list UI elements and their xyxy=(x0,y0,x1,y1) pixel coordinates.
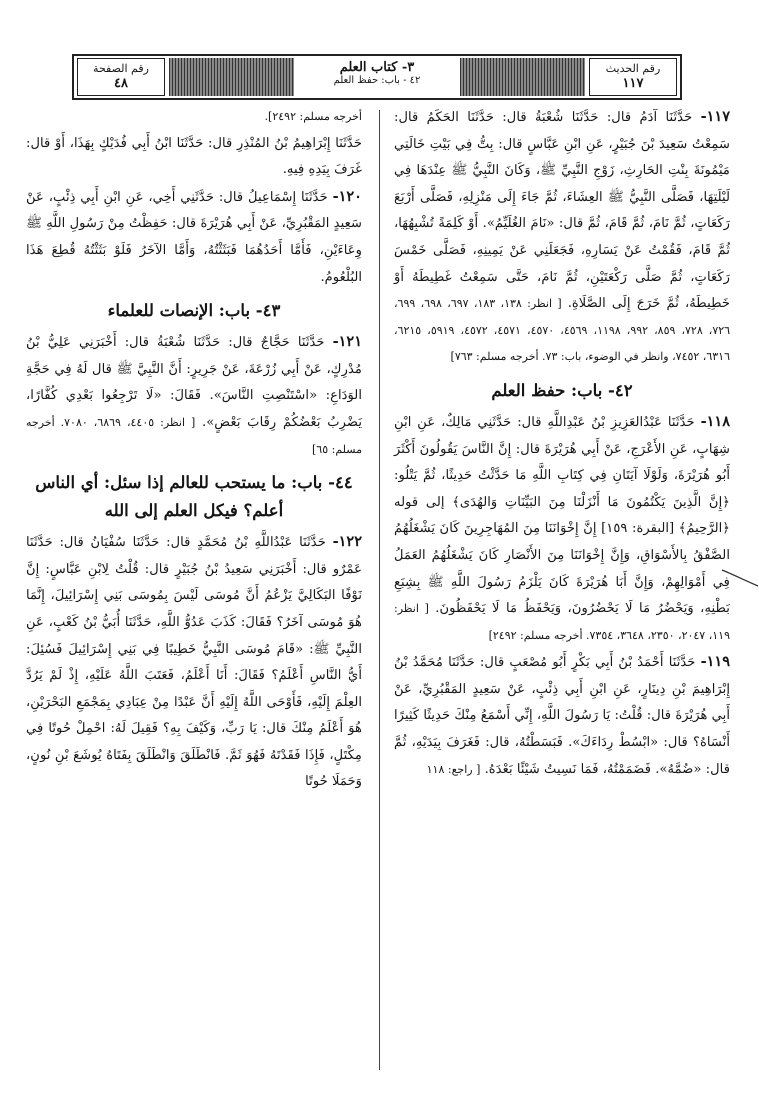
cross-reference: [ انظر: ١٣٨، ١٨٣، ٦٩٧، ٦٩٨، ٦٩٩، ٧٢٦، ٧٢٨، ٨٥٩، ٩٩٢، ١١٩٨، ٤٥٦٩، ٤٥٧٠، ٤٥٧١، ٤٥٧٢، ٥٩١٩، ٦٢١٥، ٦٣١٦، ٧٤٥٢، وانظر في الوضوء، باب: ٧٣. أخرجه مسلم: ٧٦٣] xyxy=(394,297,731,364)
hadith-text: حَدَّثَنَا إِبْرَاهِيمُ بْنُ المُنْذِرِ قال: حَدَّثَنَا ابْنُ أَبِي فُدَيْكٍ بِهَذَا، أَوْ قال: غَرَفَ بِيَدِهِ فِيهِ. xyxy=(26,135,362,178)
page-number: ٤٨ xyxy=(114,76,128,91)
header-titles xyxy=(298,60,456,86)
hadith-number: ١١٨- xyxy=(700,412,730,430)
right-text-column xyxy=(394,104,730,783)
hadith-paragraph xyxy=(26,329,362,463)
header-decor-left xyxy=(169,58,294,96)
hadith-number: ١٢٢- xyxy=(332,533,362,551)
hadith-text: حَدَّثَنَا حَجَّاجٌ قال: حَدَّثَنَا شُعْبَةُ قال: أَخْبَرَنِي عَلِيُّ بْنُ مُدْرِكٍ، عَنْ أَبِي زُرْعَةَ، عَنْ جَرِيرٍ: أَنَّ النَّبِيَّ ﷺ قال لَهُ فِي حَجَّةِ الوَدَاعِ: «اسْتَنْصِتِ النَّاسَ». فَقَالَ: «لَا تَرْجِعُوا بَعْدِي كُفَّارًا، يَضْرِبُ بَعْضُكُمْ رِقَابَ بَعْضٍ». xyxy=(26,335,362,430)
page-number-label: رقم الصفحة xyxy=(93,62,149,75)
hadith-number: ١٢٠- xyxy=(332,187,362,205)
column-divider xyxy=(379,110,380,1070)
hadith-text: حَدَّثَنَا إِسْمَاعِيلُ قال: حَدَّثَنِي أَخِي، عَنِ ابْنِ أَبِي ذِئْبٍ، عَنْ سَعِيدٍ المَقْبُرِيِّ، عَنْ أَبِي هُرَيْرَةَ قال: حَفِظْتُ مِنْ رَسُولِ اللَّهِ ﷺ وِعَاءَيْنِ، فَأَمَّا أَحَدُهُمَا فَبَثَثْتُهُ، وَأَمَّا الآخَرُ فَلَوْ بَثَثْتُهُ قُطِعَ هَذَا البُلْعُومُ. xyxy=(26,189,362,285)
left-text-column xyxy=(26,104,362,796)
text-paragraph xyxy=(26,104,362,131)
book-title: ٣- كتاب العلم xyxy=(339,60,415,75)
cross-reference: [ انظر: ١١٩، ٢٠٤٧، ٢٣٥٠، ٣٦٤٨، ٧٣٥٤. أخرجه مسلم: ٢٤٩٢] xyxy=(394,602,730,642)
cross-reference: [ راجع: ١١٨ xyxy=(426,762,481,776)
hadith-text: حَدَّثَنَا آدَمُ قال: حَدَّثَنَا شُعْبَةُ قال: حَدَّثَنَا الحَكَمُ قال: سَمِعْتُ سَعِيدَ بْنَ جُبَيْرٍ، عَنِ ابْنِ عَبَّاسٍ قال: بِتُّ فِي بَيْتِ خَالَتِي مَيْمُونَةَ بِنْتِ الحَارِثِ، زَوْجِ النَّبِيِّ ﷺ، وَكَانَ النَّبِيُّ ﷺ عِنْدَهَا فِي لَيْلَتِهَا، فَصَلَّى النَّبِيُّ ﷺ العِشَاءَ، ثُمَّ جَاءَ إِلَى مَنْزِلِهِ، فَصَلَّى أَرْبَعَ رَكَعَاتٍ، ثُمَّ نَامَ، ثُمَّ قَامَ، ثُمَّ قال: «نَامَ الغُلَيِّمُ». أَوْ كَلِمَةً تُشْبِهُهَا، ثُمَّ قَامَ، فَقُمْتُ عَنْ يَسَارِهِ، فَجَعَلَنِي عَنْ يَمِينِهِ، فَصَلَّى خَمْسَ رَكَعَاتٍ، ثُمَّ صَلَّى رَكْعَتَيْنِ، ثُمَّ نَامَ، حَتَّى سَمِعْتُ غَطِيطَهُ أَوْ خَطِيطَهُ، ثُمَّ خَرَجَ إِلَى الصَّلَاةِ. xyxy=(394,110,731,312)
page-number-box xyxy=(77,58,165,96)
hadith-paragraph xyxy=(26,529,362,796)
hadith-number: ١١٧ xyxy=(622,76,644,91)
hadith-number: ١١٧- xyxy=(700,108,730,125)
hadith-number-label: رقم الحديث xyxy=(605,62,661,75)
section-heading: ٤٤- باب: ما يستحب للعالم إذا سئل: أي الناس أعلم؟ فيكل العلم إلى الله xyxy=(35,473,353,521)
hadith-text: حَدَّثَنَا عَبْدُاللَّهِ بْنُ مُحَمَّدٍ قال: حَدَّثَنَا سُفْيَانُ قال: حَدَّثَنَا عَمْرٌو قال: أَخْبَرَنِي سَعِيدُ بْنُ جُبَيْرٍ قال: قُلْتُ لِابْنِ عَبَّاسٍ: إِنَّ نَوْفًا البَكَالِيَّ يَزْعُمُ أَنَّ مُوسَى لَيْسَ بِمُوسَى بَنِي إِسْرَائِيلَ، إِنَّمَا هُوَ مُوسَى آخَرُ؟ فَقَالَ: كَذَبَ عَدُوُّ اللَّهِ، حَدَّثَنَا أُبَيُّ بْنُ كَعْبٍ، عَنِ النَّبِيِّ ﷺ: «قَامَ مُوسَى النَّبِيُّ خَطِيبًا فِي بَنِي إِسْرَائِيلَ فَسُئِلَ: أَيُّ النَّاسِ أَعْلَمُ؟ فَقَالَ: أَنَا أَعْلَمُ، فَعَتَبَ اللَّهُ عَلَيْهِ، إِذْ لَمْ يَرُدَّ العِلْمَ إِلَيْهِ، فَأَوْحَى اللَّهُ إِلَيْهِ أَنَّ عَبْدًا مِنْ عِبَادِي بِمَجْمَعِ البَحْرَيْنِ، هُوَ أَعْلَمُ مِنْكَ قال: يَا رَبِّ، وَكَيْفَ بِهِ؟ فَقِيلَ لَهُ: احْمِلْ حُوتًا فِي مِكْتَلٍ، فَإِذَا فَقَدْتَهُ فَهُوَ ثَمَّ. فَانْطَلَقَ وَانْطَلَقَ بِفَتَاهُ يُوشَعَ بْنِ نُونٍ، وَحَمَلَا حُوتًا xyxy=(26,535,362,790)
hadith-number: ١٢١- xyxy=(332,333,362,351)
page-header xyxy=(72,54,682,100)
hadith-paragraph xyxy=(394,409,730,649)
header-decor-right xyxy=(460,58,585,96)
hadith-text: حَدَّثَنَا عَبْدُالعَزِيزِ بْنُ عَبْدِاللَّهِ قال: حَدَّثَنِي مَالِكٌ، عَنِ ابْنِ شِهَابٍ، عَنِ الأَعْرَجِ، عَنْ أَبِي هُرَيْرَةَ قال: إِنَّ النَّاسَ يَقُولُونَ أَكْثَرَ أَبُو هُرَيْرَةَ، وَلَوْلَا آيَتَانِ فِي كِتَابِ اللَّهِ مَا حَدَّثْتُ حَدِيثًا، ثُمَّ يَتْلُو: ﴿إِنَّ الَّذِينَ يَكْتُمُونَ مَا أَنْزَلْنَا مِنَ البَيِّنَاتِ وَالهُدَى﴾ إلى قوله ﴿الرَّحِيمُ﴾ [البقرة: ١٥٩] إِنَّ إِخْوَانَنَا مِنَ المُهَاجِرِينَ كَانَ يَشْغَلُهُمُ الصَّفْقُ بِالأَسْوَاقِ، وَإِنَّ إِخْوَانَنَا مِنَ الأَنْصَارِ كَانَ يَشْغَلُهُمُ العَمَلُ فِي أَمْوَالِهِمْ، وَإِنَّ أَبَا هُرَيْرَةَ كَانَ يَلْزَمُ رَسُولَ اللَّهِ ﷺ بِشِبَعِ بَطْنِهِ، وَيَحْضُرُ مَا لَا يَحْضُرُونَ، وَيَحْفَظُ مَا لَا يَحْفَظُونَ. xyxy=(394,414,730,617)
hadith-paragraph xyxy=(394,104,730,371)
hadith-number-box xyxy=(589,58,677,96)
margin-pen-mark xyxy=(720,560,759,590)
hadith-text: حَدَّثَنَا أَحْمَدُ بْنُ أَبِي بَكْرٍ أَبُو مُصْعَبٍ قال: حَدَّثَنَا مُحَمَّدُ بْنُ إِبْرَاهِيمَ بْنِ دِينَارٍ، عَنِ ابْنِ أَبِي ذِئْبٍ، عَنْ سَعِيدٍ المَقْبُرِيِّ، عَنْ أَبِي هُرَيْرَةَ قال: قُلْتُ: يَا رَسُولَ اللَّهِ، إِنِّي أَسْمَعُ مِنْكَ حَدِيثًا كَثِيرًا أَنْسَاهُ؟ قال: «ابْسُطْ رِدَاءَكَ». فَبَسَطْتُهُ، قال: فَغَرَفَ بِيَدَيْهِ، ثُمَّ قال: «ضُمَّهُ». فَضَمَمْتُهُ، فَمَا نَسِيتُ شَيْئًا بَعْدَهُ. xyxy=(394,655,730,777)
chapter-title: ٤٢ - باب: حفظ العلم xyxy=(333,75,421,86)
section-heading: ٤٣- باب: الإنصات للعلماء xyxy=(107,301,281,321)
cross-reference: أخرجه مسلم: ٢٤٩٢]. xyxy=(264,110,362,123)
hadith-paragraph xyxy=(26,184,362,291)
hadith-paragraph xyxy=(394,649,730,783)
cross-reference: [ انظر: ٤٤٠٥، ٦٨٦٩، ٧٠٨٠. أخرجه مسلم: ٦٥] xyxy=(26,415,362,456)
section-heading: ٤٢- باب: حفظ العلم xyxy=(491,380,633,400)
text-paragraph xyxy=(26,131,362,184)
hadith-number: ١١٩- xyxy=(700,653,730,671)
